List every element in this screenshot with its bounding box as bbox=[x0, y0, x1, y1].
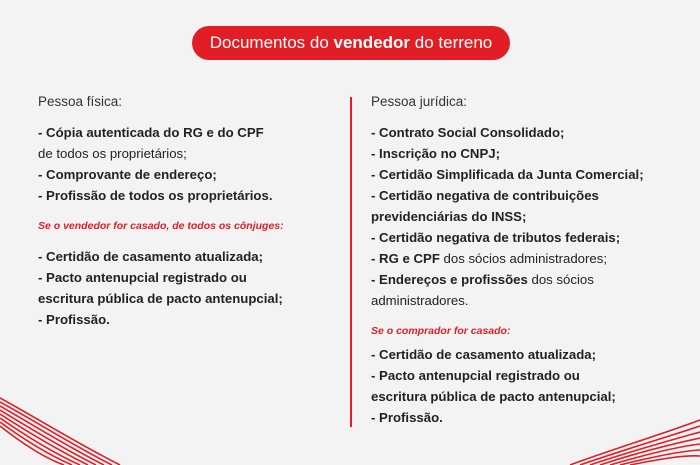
list-item-bold: - Certidão de casamento atualizada; bbox=[371, 347, 596, 362]
list-item bbox=[371, 344, 671, 365]
page-title bbox=[192, 26, 510, 60]
list-item-bold: - Contrato Social Consolidado; bbox=[371, 125, 565, 140]
list-item-bold: - Profissão. bbox=[38, 312, 110, 327]
left-list-1 bbox=[38, 122, 338, 206]
list-item-bold: - Cópia autenticada do RG e do CPF bbox=[38, 125, 264, 140]
list-item-bold: - Profissão de todos os proprietários. bbox=[38, 188, 273, 203]
list-item-text: dos sócios administradores; bbox=[439, 251, 607, 266]
list-item bbox=[371, 290, 671, 311]
right-heading: Pessoa jurídica: bbox=[371, 94, 468, 109]
list-item-bold: - RG e CPF bbox=[371, 251, 440, 266]
list-item bbox=[38, 122, 338, 143]
list-item-bold: - Certidão negativa de tributos federais; bbox=[371, 230, 621, 245]
right-column bbox=[371, 92, 671, 428]
list-item bbox=[38, 164, 338, 185]
list-item bbox=[371, 206, 671, 227]
list-item bbox=[38, 288, 338, 309]
left-heading: Pessoa física: bbox=[38, 94, 123, 109]
right-list-1 bbox=[371, 122, 671, 311]
right-note: Se o comprador for casado: bbox=[371, 325, 511, 337]
list-item bbox=[371, 227, 671, 248]
list-item-bold: - Endereços e profissões bbox=[371, 272, 528, 287]
list-item-bold: - Comprovante de endereço; bbox=[38, 167, 217, 182]
list-item bbox=[38, 246, 338, 267]
decorative-stripes-left bbox=[0, 390, 150, 465]
list-item-text: administradores. bbox=[371, 293, 469, 308]
list-item bbox=[371, 269, 671, 290]
list-item bbox=[38, 309, 338, 330]
list-item bbox=[371, 122, 671, 143]
list-item-bold: - Pacto antenupcial registrado ou bbox=[371, 368, 580, 383]
list-item bbox=[371, 248, 671, 269]
list-item bbox=[371, 143, 671, 164]
column-divider bbox=[350, 97, 352, 427]
list-item bbox=[38, 267, 338, 288]
list-item-bold: previdenciárias do INSS; bbox=[371, 209, 527, 224]
list-item-bold: - Pacto antenupcial registrado ou bbox=[38, 270, 247, 285]
list-item-bold: - Certidão Simplificada da Junta Comercial; bbox=[371, 167, 644, 182]
title-suffix: do terreno bbox=[410, 33, 493, 52]
list-item-text: de todos os proprietários; bbox=[38, 146, 187, 161]
list-item-text: dos sócios bbox=[527, 272, 594, 287]
list-item bbox=[371, 365, 671, 386]
left-note: Se o vendedor for casado, de todos os cônjuges: bbox=[38, 220, 284, 232]
list-item-bold: escritura pública de pacto antenupcial; bbox=[371, 389, 616, 404]
list-item bbox=[38, 143, 338, 164]
left-list-2 bbox=[38, 246, 338, 330]
left-column bbox=[38, 92, 338, 330]
list-item bbox=[371, 185, 671, 206]
title-prefix: Documentos do bbox=[209, 33, 334, 52]
list-item bbox=[38, 185, 338, 206]
list-item bbox=[371, 164, 671, 185]
list-item-bold: - Inscrição no CNPJ; bbox=[371, 146, 500, 161]
decorative-stripes-right bbox=[530, 395, 700, 465]
list-item-bold: escritura pública de pacto antenupcial; bbox=[38, 291, 283, 306]
list-item-bold: - Certidão de casamento atualizada; bbox=[38, 249, 263, 264]
list-item-bold: - Profissão. bbox=[371, 410, 443, 425]
list-item-bold: - Certidão negativa de contribuições bbox=[371, 188, 599, 203]
title-bold: vendedor bbox=[333, 33, 411, 52]
